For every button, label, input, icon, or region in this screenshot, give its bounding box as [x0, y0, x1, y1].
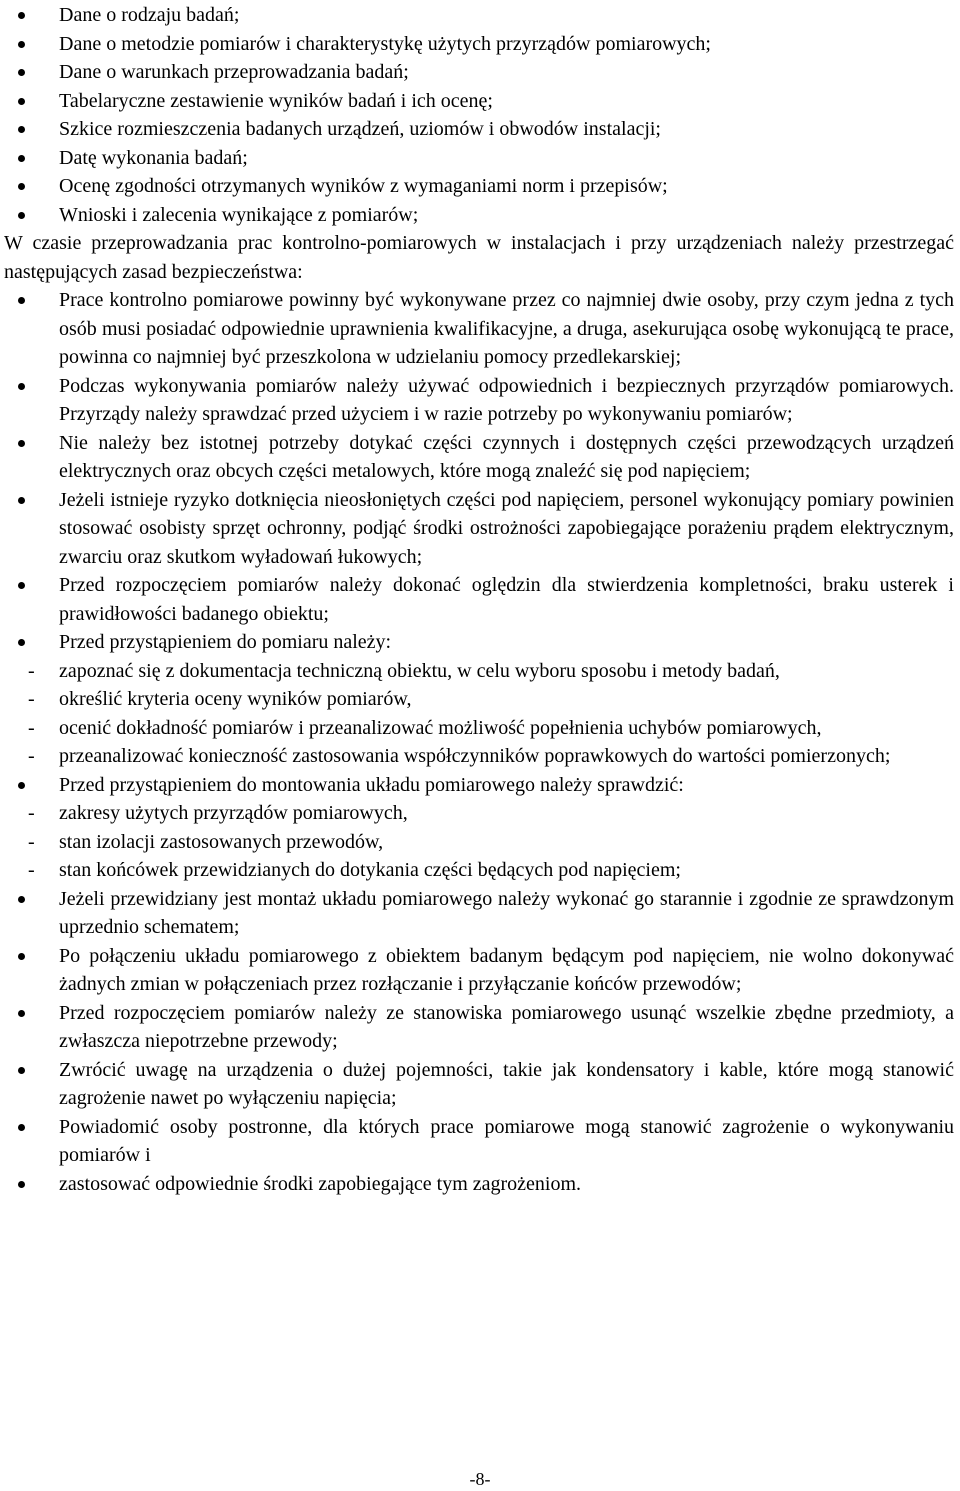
safety-rules-list	[4, 286, 954, 657]
list-item: Zwrócić uwagę na urządzenia o dużej pojemności, takie jak kondensatory i kable, które mogą stanowić zagrożenie nawet po wyłączeniu napięcia;	[4, 1056, 954, 1113]
list-item: Po połączeniu układu pomiarowego z obiektem badanym będącym pod napięciem, nie wolno dokonywać żadnych zmian w połączeniach przez rozłączanie i przyłączanie końców przewodów;	[4, 942, 954, 999]
list-item: Szkice rozmieszczenia badanych urządzeń, uziomów i obwodów instalacji;	[4, 115, 954, 144]
list-item: Podczas wykonywania pomiarów należy używać odpowiednich i bezpiecznych przyrządów pomiarowych. Przyrządy należy sprawdzać przed użyciem i w razie potrzeby po wykonywaniu pomiarów;	[4, 372, 954, 429]
list-item: Datę wykonania badań;	[4, 144, 954, 173]
safety-intro-paragraph: W czasie przeprowadzania prac kontrolno-pomiarowych w instalacjach i przy urządzeniach należy przestrzegać następujących zasad bezpieczeństwa:	[4, 232, 954, 283]
assembly-check-heading-list	[4, 771, 954, 800]
dash-list-item: - określić kryteria oceny wyników pomiarów,	[4, 685, 954, 714]
list-item: Wnioski i zalecenia wynikające z pomiarów;	[4, 201, 954, 230]
dash-list-item: - stan końcówek przewidzianych do dotykania części będących pod napięciem;	[4, 856, 954, 885]
list-item: Ocenę zgodności otrzymanych wyników z wymaganiami norm i przepisów;	[4, 172, 954, 201]
dash-list-item: - zakresy użytych przyrządów pomiarowych,	[4, 799, 954, 828]
dash-list-item: - zapoznać się z dokumentacja techniczną obiektu, w celu wyboru sposobu i metody badań,	[4, 657, 954, 686]
pre-measurement-steps-list	[4, 657, 954, 771]
list-item: Dane o rodzaju badań;	[4, 1, 954, 30]
report-contents-list	[4, 1, 954, 229]
list-item: Dane o metodzie pomiarów i charakterystykę użytych przyrządów pomiarowych;	[4, 30, 954, 59]
additional-rules-list	[4, 885, 954, 1199]
list-item: zastosować odpowiednie środki zapobiegające tym zagrożeniom.	[4, 1170, 954, 1199]
list-item: Przed przystąpieniem do montowania układu pomiarowego należy sprawdzić:	[4, 771, 954, 800]
list-item: Powiadomić osoby postronne, dla których prace pomiarowe mogą stanowić zagrożenie o wykonywaniu pomiarów i	[4, 1113, 954, 1170]
list-item: Przed rozpoczęciem pomiarów należy dokonać oględzin dla stwierdzenia kompletności, braku usterek i prawidłowości badanego obiektu;	[4, 571, 954, 628]
dash-list-item: - stan izolacji zastosowanych przewodów,	[4, 828, 954, 857]
list-item: Przed przystąpieniem do pomiaru należy:	[4, 628, 954, 657]
assembly-check-steps-list	[4, 799, 954, 885]
dash-list-item: - przeanalizować konieczność zastosowania współczynników poprawkowych do wartości pomierzonych;	[4, 742, 954, 771]
list-item: Przed rozpoczęciem pomiarów należy ze stanowiska pomiarowego usunąć wszelkie zbędne przedmioty, a zwłaszcza niepotrzebne przewody;	[4, 999, 954, 1056]
list-item: Nie należy bez istotnej potrzeby dotykać części czynnych i dostępnych części przewodzących urządzeń elektrycznych oraz obcych części metalowych, które mogą znaleźć się pod napięciem;	[4, 429, 954, 486]
list-item: Tabelaryczne zestawienie wyników badań i ich ocenę;	[4, 87, 954, 116]
dash-list-item: - ocenić dokładność pomiarów i przeanalizować możliwość popełnienia uchybów pomiarowych,	[4, 714, 954, 743]
list-item: Jeżeli przewidziany jest montaż układu pomiarowego należy wykonać go starannie i zgodnie ze sprawdzonym uprzednio schematem;	[4, 885, 954, 942]
list-item: Jeżeli istnieje ryzyko dotknięcia nieosłoniętych części pod napięciem, personel wykonujący pomiary powinien stosować osobisty sprzęt ochronny, podjąć środki ostrożności zapobiegające porażeniu prądem elektrycznym, zwarciu oraz skutkom wyładowań łukowych;	[4, 486, 954, 572]
list-item: Dane o warunkach przeprowadzania badań;	[4, 58, 954, 87]
list-item: Prace kontrolno pomiarowe powinny być wykonywane przez co najmniej dwie osoby, przy czym jedna z tych osób musi posiadać odpowiednie uprawnienia kwalifikacyjne, a druga, asekurująca osobę wykonującą te prace, powinna co najmniej być przeszkolona w udzielaniu pomocy przedlekarskiej;	[4, 286, 954, 372]
page-number: -8-	[469, 1469, 491, 1489]
